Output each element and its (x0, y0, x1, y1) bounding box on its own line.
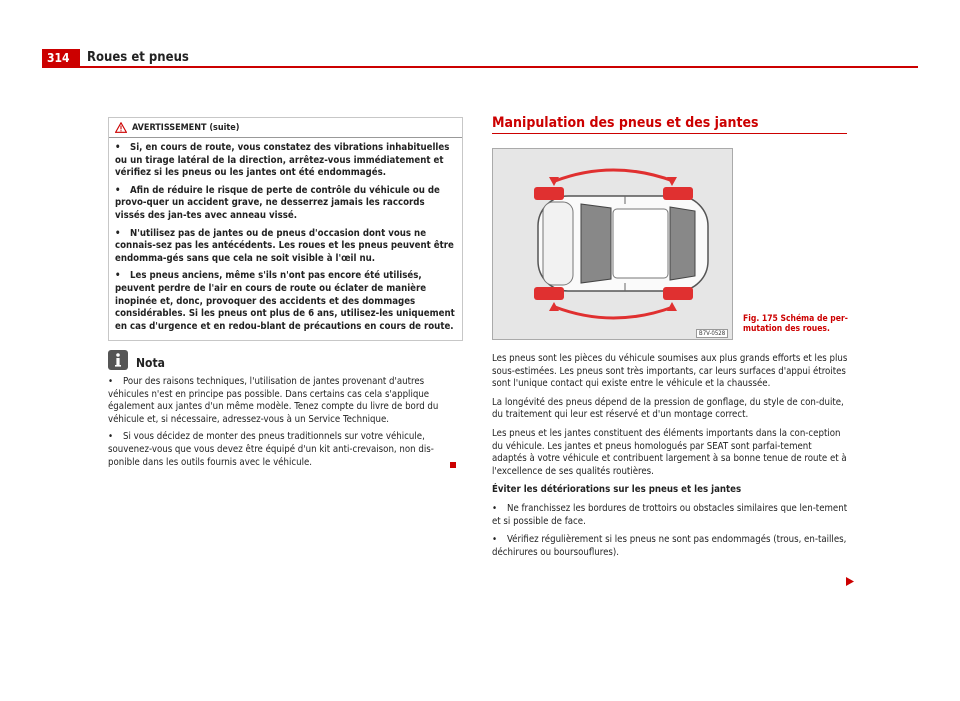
warning-triangle-icon (115, 122, 127, 133)
section-rule (492, 133, 847, 134)
warning-title: AVERTISSEMENT (suite) (132, 122, 240, 133)
end-of-section-marker (450, 462, 456, 468)
warning-item: • Si, en cours de route, vous constatez des vibrations inhabituelles ou un tirage latéral de la direction, arrêtez-vous immédiatement et vérifiez si les pneus ou les jantes ont été endommagés. (115, 142, 450, 179)
bullet-item: • Vérifiez régulièrement si les pneus ne sont pas endommagés (trous, en-tailles, déchirures ou boursouflures). (492, 534, 847, 558)
continue-arrow-icon (846, 577, 854, 586)
warning-header (109, 118, 462, 138)
page-number: 314 (42, 49, 80, 66)
paragraph: Les pneus sont les pièces du véhicule soumises aux plus grands efforts et les plus sous-estimées. Les pneus sont très importants, car leurs surfaces d'appui étroites sont l'unique contact qui existe entre le véhicule et la chaussée. (492, 353, 848, 390)
car-top-view-illustration (493, 149, 732, 339)
subheading: Éviter les détériorations sur les pneus et les jantes (492, 484, 742, 496)
note-title: Nota (136, 356, 165, 370)
figure-code: B7V-0528 (696, 329, 728, 338)
header-rule (42, 66, 918, 68)
bullet-item: • Ne franchissez les bordures de trottoirs ou obstacles similaires que len-tement et si possible de face. (492, 502, 848, 527)
paragraph: La longévité des pneus dépend de la pression de gonflage, du style de con-duite, du traitement qui leur est réservé et d'un montage correct. (492, 396, 844, 421)
warning-item: • Afin de réduire le risque de perte de contrôle du véhicule ou de provo-quer un accident grave, ne desserrez jamais les raccords vissés des jan-tes avec anneau vissé. (115, 184, 440, 221)
info-icon (108, 350, 128, 370)
figure-caption: Fig. 175 Schéma de per-mutation des roues. (743, 314, 848, 334)
warning-item: • Les pneus anciens, même s'ils n'ont pas encore été utilisés, peuvent perdre de l'air en cours de route ou éclater de manière inopinée et, donc, provoquer des accidents et des dommages considérables. Si les pneus ont plus de 6 ans, utilisez-les uniquement en cas d'urgence et en redou-blant de précautions en cours de route. (115, 270, 455, 332)
note-item: • Pour des raisons techniques, l'utilisation de jantes provenant d'autres véhicules n'est en principe pas possible. Dans certains cas cela s'applique également aux jantes d'un même modèle. Tenez compte du livre de bord du véhicule et, si nécessaire, adressez-vous à un Service Technique. (108, 376, 439, 425)
note-body (108, 376, 464, 474)
note-item: • Si vous décidez de monter des pneus traditionnels sur votre véhicule, souvenez-vous que vous devez être équipé d'un kit anti-crevaison, non dis-ponible dans les outils fournis avec le véhicule. (108, 431, 434, 468)
chapter-title: Roues et pneus (87, 50, 189, 65)
paragraph: Les pneus et les jantes constituent des éléments importants dans la con-ception du véhicule. Les jantes et pneus homologués par SEAT sont parfai-tement adaptés à votre véhicule et contribuent largement à sa bonne tenue de route et à l'excellence de ses qualités routières. (492, 427, 847, 477)
section-title: Manipulation des pneus et des jantes (492, 115, 759, 131)
warning-box (108, 117, 463, 341)
section-body (492, 353, 848, 565)
wheel-rotation-figure (492, 148, 733, 340)
warning-item: • N'utilisez pas de jantes ou de pneus d'occasion dont vous ne connais-sez pas les antécédents. Les roues et les pneus peuvent être endomma-gés sans que cela ne soit visible à l'œil nu. (115, 227, 454, 264)
warning-body (109, 138, 462, 333)
